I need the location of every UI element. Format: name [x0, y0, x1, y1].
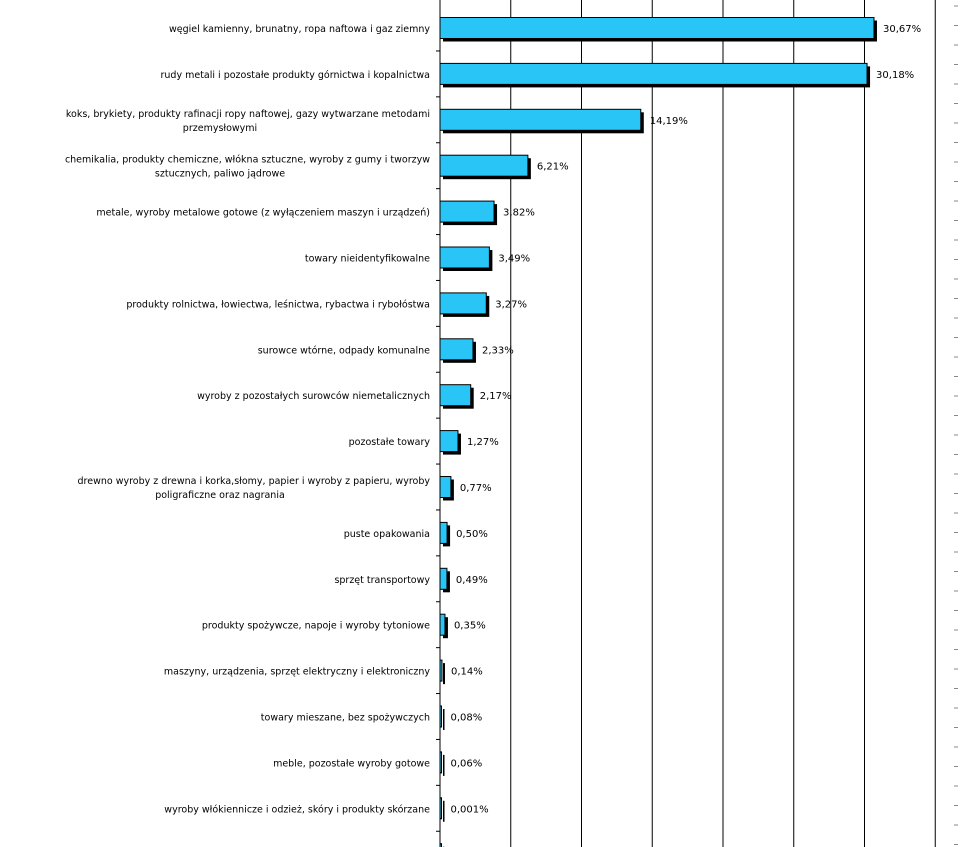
- category-label: surowce wtórne, odpady komunalne: [257, 345, 430, 357]
- category-labels: [65, 24, 430, 847]
- bar: [440, 385, 471, 406]
- value-label: 0,14%: [450, 666, 483, 678]
- bar: [440, 798, 442, 819]
- value-label: 0,77%: [459, 483, 492, 494]
- value-label: 30,67%: [882, 24, 922, 35]
- bar-shadow: [443, 709, 445, 730]
- value-label: 1,27%: [466, 437, 499, 449]
- category-label: towary nieidentyfikowalne: [304, 253, 430, 265]
- value-label: 3,82%: [503, 207, 535, 219]
- value-label: 0,49%: [455, 574, 488, 586]
- value-label: 0,35%: [453, 620, 486, 632]
- bar: [440, 247, 489, 268]
- value-label: 0,08%: [450, 712, 483, 724]
- bar: [440, 431, 458, 452]
- category-label: sprzęt transportowy: [334, 574, 430, 586]
- value-label: 3,49%: [498, 253, 531, 265]
- category-label: maszyny, urządzenia, sprzęt elektryczny i elektroniczny: [163, 666, 430, 678]
- bar: [440, 155, 528, 176]
- category-label: produkty rolnictwa, łowiectwa, leśnictwa, rybactwa i rybołóstwa: [126, 299, 430, 311]
- category-label: pozostałe towary: [348, 437, 430, 449]
- category-label: drewno wyroby z drewna i korka,słomy, papier i wyroby z papieru, wyroby poligraficzne oraz nagrania: [77, 476, 430, 501]
- bar: [440, 339, 473, 360]
- bar: [440, 660, 442, 681]
- value-label: 2,17%: [479, 391, 512, 403]
- bar-shadow: [443, 663, 445, 684]
- value-label: 3,27%: [495, 299, 528, 311]
- bar: [440, 752, 442, 773]
- bar: [440, 293, 486, 314]
- bar: [440, 706, 442, 727]
- category-label: puste opakowania: [343, 528, 430, 540]
- bar: [440, 477, 451, 498]
- category-label: koks, brykiety, produkty rafinacji ropy naftowej, gazy wytwarzane metodami przemysłowymi: [65, 108, 430, 134]
- bar: [440, 109, 641, 130]
- value-label: 14,19%: [649, 115, 688, 127]
- bar: [440, 568, 447, 589]
- value-label: 6,21%: [536, 161, 569, 173]
- value-label: 2,33%: [481, 345, 514, 357]
- value-labels: [451, 24, 922, 847]
- bar: [440, 522, 447, 543]
- value-label: 30,18%: [876, 69, 915, 81]
- category-label: węgiel kamienny, brunatny, ropa naftowa i gaz ziemny: [168, 24, 430, 35]
- bar: [440, 18, 874, 39]
- value-label: 0,50%: [456, 528, 488, 540]
- category-label: chemikalia, produkty chemiczne, włókna sztuczne, wyroby z gumy i tworzyw sztucznych, paliwo jądrowe: [64, 154, 430, 180]
- bar-shadow: [443, 755, 445, 776]
- category-label: metale, wyroby metalowe gotowe (z wyłączeniem maszyn i urządzeń): [96, 207, 430, 219]
- bar-shadow: [443, 801, 445, 822]
- category-label: wyroby włókiennicze i odzież, skóry i produkty skórzane: [164, 804, 430, 816]
- chart-bars: [440, 18, 877, 847]
- category-label: produkty spożywcze, napoje i wyroby tytoniowe: [201, 620, 430, 632]
- bar: [440, 63, 867, 84]
- value-label: 0,06%: [450, 758, 483, 770]
- category-label: rudy metali i pozostałe produkty górnictwa i kopalnictwa: [160, 69, 430, 81]
- bar: [440, 614, 445, 635]
- category-label: towary mieszane, bez spożywczych: [260, 712, 430, 724]
- value-label: 0,001%: [450, 804, 489, 816]
- category-label: wyroby z pozostałych surowców niemetalicznych: [197, 391, 430, 403]
- category-label: meble, pozostałe wyroby gotowe: [273, 758, 430, 770]
- bar: [440, 201, 494, 222]
